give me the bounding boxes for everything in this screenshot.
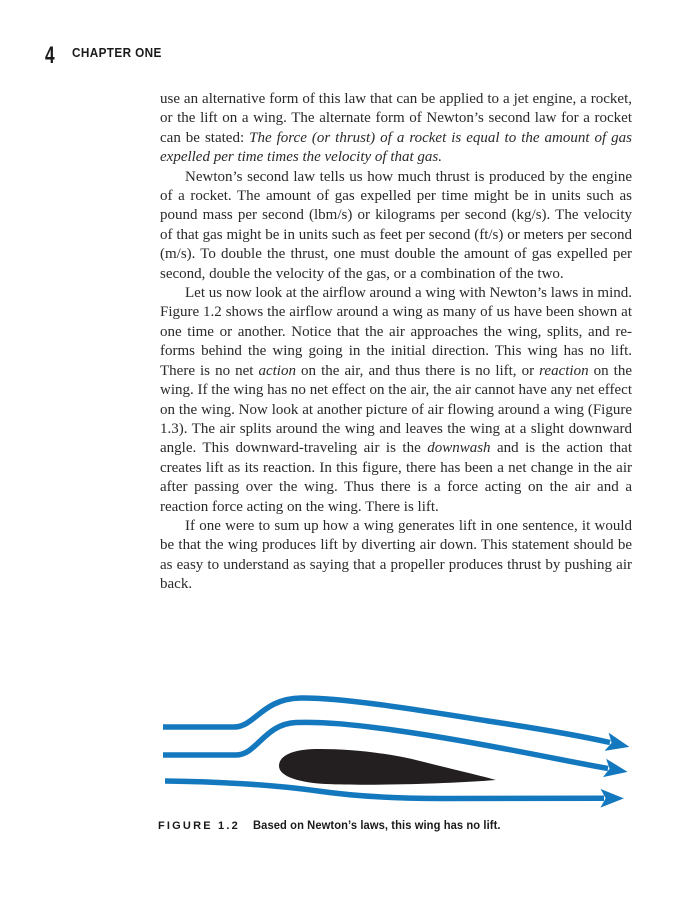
airfoil-shape xyxy=(279,749,496,785)
page-number: 4 xyxy=(45,42,55,69)
figure-1-2 xyxy=(158,688,638,832)
figure-caption-label: FIGURE 1.2 xyxy=(158,820,240,832)
paragraph xyxy=(160,517,632,595)
airflow-diagram xyxy=(158,688,638,813)
emphasized-text: reaction xyxy=(539,362,589,379)
paragraph xyxy=(160,284,632,517)
text-segment: use an alternative form of this law that can be applied to a jet engine, a rocket, or the lift on a wing. The alternate form of Newton’s second law for a rocket can be stated: xyxy=(160,91,632,146)
figure-caption-text: Based on Newton’s laws, this wing has no lift. xyxy=(252,820,501,832)
paragraph xyxy=(160,90,632,168)
text-segment: If one were to sum up how a wing generates lift in one sentence, it would be that the wing produces lift by diverting air down. This statement should be as easy to understand as saying that a propeller produces thrust by pushing air back. xyxy=(160,517,632,593)
text-segment: Newton’s second law tells us how much thrust is produced by the engine of a rocket. The amount of gas expelled per time might be in units such as pound mass per second (lbm/s) or kilograms per second (kg/s). The velocity of that gas might be in units such as feet per second (ft/s) or meters per second (m/s). To double the thrust, one must double the amount of gas expelled per second, double the velocity of the gas, or a combination of the two. xyxy=(160,168,632,282)
text-segment: Let us now look at the airflow around a wing with Newton’s laws in mind. Figure 1.2 shows the airflow around a wing as many of us have been shown at one time or another. Notice that the air approaches the wing, splits, and re-forms behind the wing going in the initial direction. This wing has no lift. There is no net xyxy=(160,285,633,379)
figure-caption xyxy=(158,820,638,832)
text-segment: on the air, and thus there is no lift, or xyxy=(295,362,540,379)
emphasized-text: action xyxy=(258,362,296,379)
emphasized-text: The force (or thrust) of a rocket is equal to the amount of gas expelled per time times the velocity of that gas. xyxy=(160,129,632,166)
streamline-top xyxy=(163,698,610,743)
emphasized-text: downwash xyxy=(427,440,491,457)
body-text xyxy=(160,90,632,595)
paragraph xyxy=(160,168,632,284)
text-segment: and is the action that creates lift as its reaction. In this figure, there has been a net change in the air after passing over the wing. Thus there is a force acting on the air and a reaction force acting on the wing. There is lift. xyxy=(160,440,632,515)
running-head xyxy=(45,44,168,68)
chapter-title: CHAPTER ONE xyxy=(72,46,163,60)
text-segment: on the wing. If the wing has no net effect on the air, the air cannot have any net effect on the wing. Now look at another picture of air flowing around a wing (Figure 1.3). The air splits around the wing and leaves the wing at a slight downward angle. This downward-traveling air is the xyxy=(160,362,633,457)
